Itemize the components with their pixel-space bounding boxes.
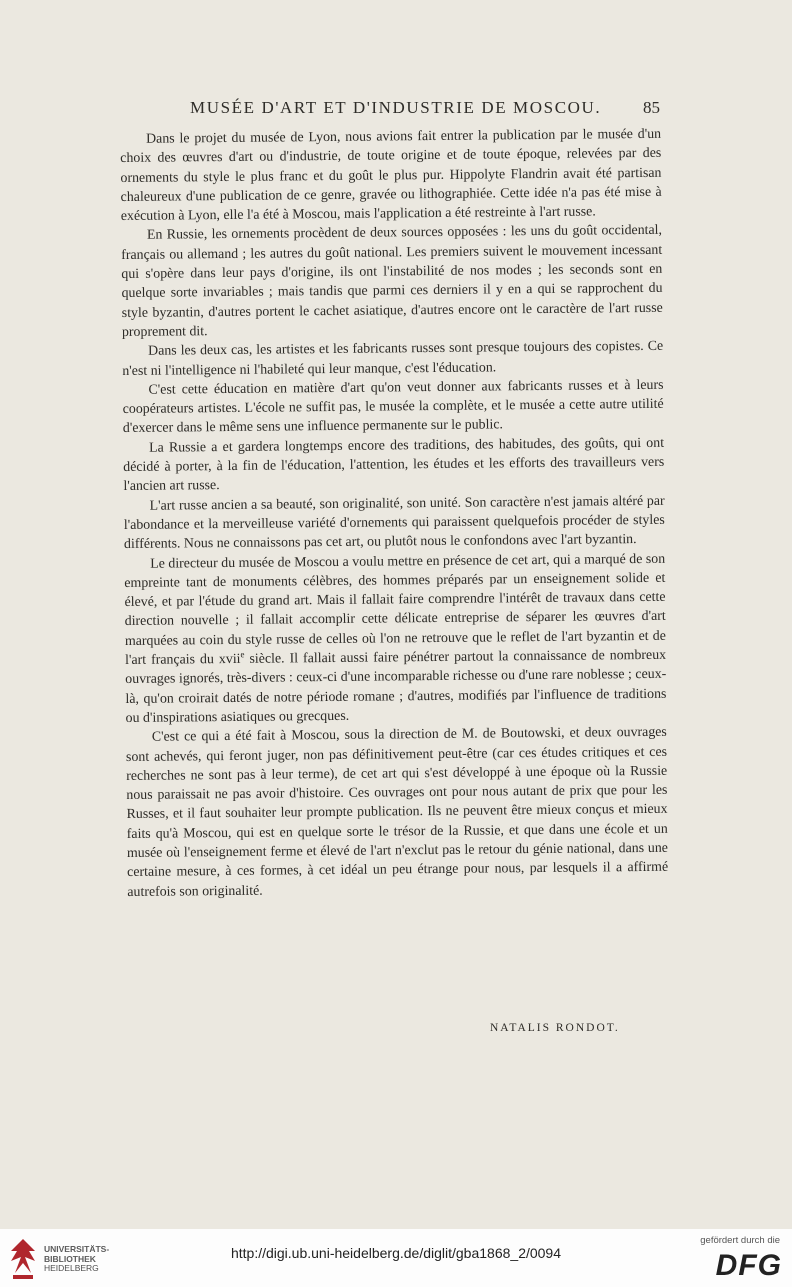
- paragraph: [124, 549, 667, 728]
- paragraph: C'est cette éducation en matière d'art qu'on veut donner aux fabricants russes et à leurs coopérateurs artistes. L'école ne suffit pas, le musée la complète, et le musée a cette autre utilité d'exercer dans le même sens une influence permanente sur le public.: [122, 377, 664, 437]
- library-line: BIBLIOTHEK: [44, 1253, 96, 1264]
- paragraph-text-continued: siècle. Il fallait aussi faire pénétrer partout la connaissance de nombreux ouvrages ignorés, très-divers : ceux-ci d'une incomparable richesse ou d'une rare noblesse ; ceux-là, qu'on croirait datés de notre période romane ; d'autres, modifiés par l'influence de traditions ou d'inspirations asiatiques ou grecques.: [125, 647, 667, 726]
- funding-label: gefördert durch die: [700, 1235, 780, 1246]
- running-title: MUSÉE D'ART ET D'INDUSTRIE DE MOSCOU.: [190, 98, 602, 117]
- superscript: e: [240, 649, 245, 660]
- paragraph: L'art russe ancien a sa beauté, son originalité, son unité. Son caractère n'est jamais altéré par l'abondance et la merveilleuse variété d'ornements qui paraissent quelquefois procéder de styles différents. Nous ne connaissons pas cet art, ou plutôt nous le confondons avec l'art byzantin.: [123, 493, 665, 553]
- author-signature: NATALIS RONDOT.: [490, 1022, 620, 1034]
- paragraph: Dans les deux cas, les artistes et les fabricants russes sont presque toujours des copistes. Ce n'est ni l'intelligence ni l'habileté qui leur manque, c'est l'éducation.: [122, 339, 664, 379]
- dfg-logo-icon: DFG: [715, 1249, 782, 1282]
- paragraph: C'est ce qui a été fait à Moscou, sous la direction de M. de Boutowski, et deux ouvrages sont achevés, qui feront juger, non pas définitivement peut-être (car ces études critiques et ces recherches ne sont pas à leur terme), de cet art qui s'est développé à une époque où la Russie nous paraissait ne pas avoir d'histoire. Ces ouvrages ont pour nous autant de prix que pour les Russes, et il faut souhaiter leur prompte publication. Ils ne peuvent être mieux conçus et mieux faits qu'à Moscou, qui est en quelque sorte le trésor de la Russie, et que dans une école et un musée où l'enseignement ferme et élevé de l'art n'exclut pas le retour du génie national, dans une certaine mesure, à ces formes, à cet idéal un peu étrange pour nous, par lesquels il a affirmé autrefois son originalité.: [125, 724, 669, 900]
- paragraph: La Russie a et gardera longtemps encore des traditions, des habitudes, des goûts, qui ont décidé à porter, à la fin de l'éducation, l'attention, les études et les efforts des travailleurs vers l'ancien art russe.: [123, 435, 665, 495]
- paragraph-text: Le directeur du musée de Moscou a voulu mettre en présence de cet art, qui a marqué de son empreinte tant de monuments célèbres, des hommes préparés par un enseignement solide et élevé, et par l'étude du grand art. Mais il fallait faire comprendre l'intérêt de travaux dans cette direction nouvelle ; il fallait accomplir cette délicate entreprise de séparer les œuvres d'art marquées au coin du style russe de celles où l'on ne retrouve que le reflet de l'art byzantin et de l'art français du xvii: [124, 551, 666, 668]
- page-number: 85: [643, 98, 660, 117]
- library-line: HEIDELBERG: [44, 1263, 99, 1273]
- library-line: UNIVERSITÄTS-: [44, 1244, 110, 1254]
- permalink-url[interactable]: http://digi.ub.uni-heidelberg.de/diglit/gba1868_2/0094: [230, 1245, 562, 1261]
- digitization-footer: [0, 1229, 792, 1287]
- paragraph: Dans le projet du musée de Lyon, nous avions fait entrer la publication par le musée d'un choix des œuvres d'art ou d'industrie, de toute origine et de toute époque, relevées par des ornements du style le plus franc et du goût le plus pur. Hippolyte Flandrin avait été partisan chaleureux d'une publication de ce genre, gravée ou lithographiée. Cette idée n'a pas été mise à exécution à Lyon, elle l'a été à Moscou, mais l'application a été restreinte à l'art russe.: [120, 126, 662, 225]
- article-body: [120, 125, 668, 902]
- paragraph: En Russie, les ornements procèdent de deux sources opposées : les uns du goût occidental, français ou allemand ; les autres du goût national. Les premiers suivent le mouvement incessant qui s'opère dans leur pays d'origine, ils ont l'instabilité de nos modes ; les seconds sont en quelque sorte invariables ; mais tandis que parmi ces derniers il y en a qui se rapprochent du style byzantin, d'autres portent le cachet asiatique, d'autres encore ont le caractère de l'art russe proprement dit.: [121, 223, 663, 340]
